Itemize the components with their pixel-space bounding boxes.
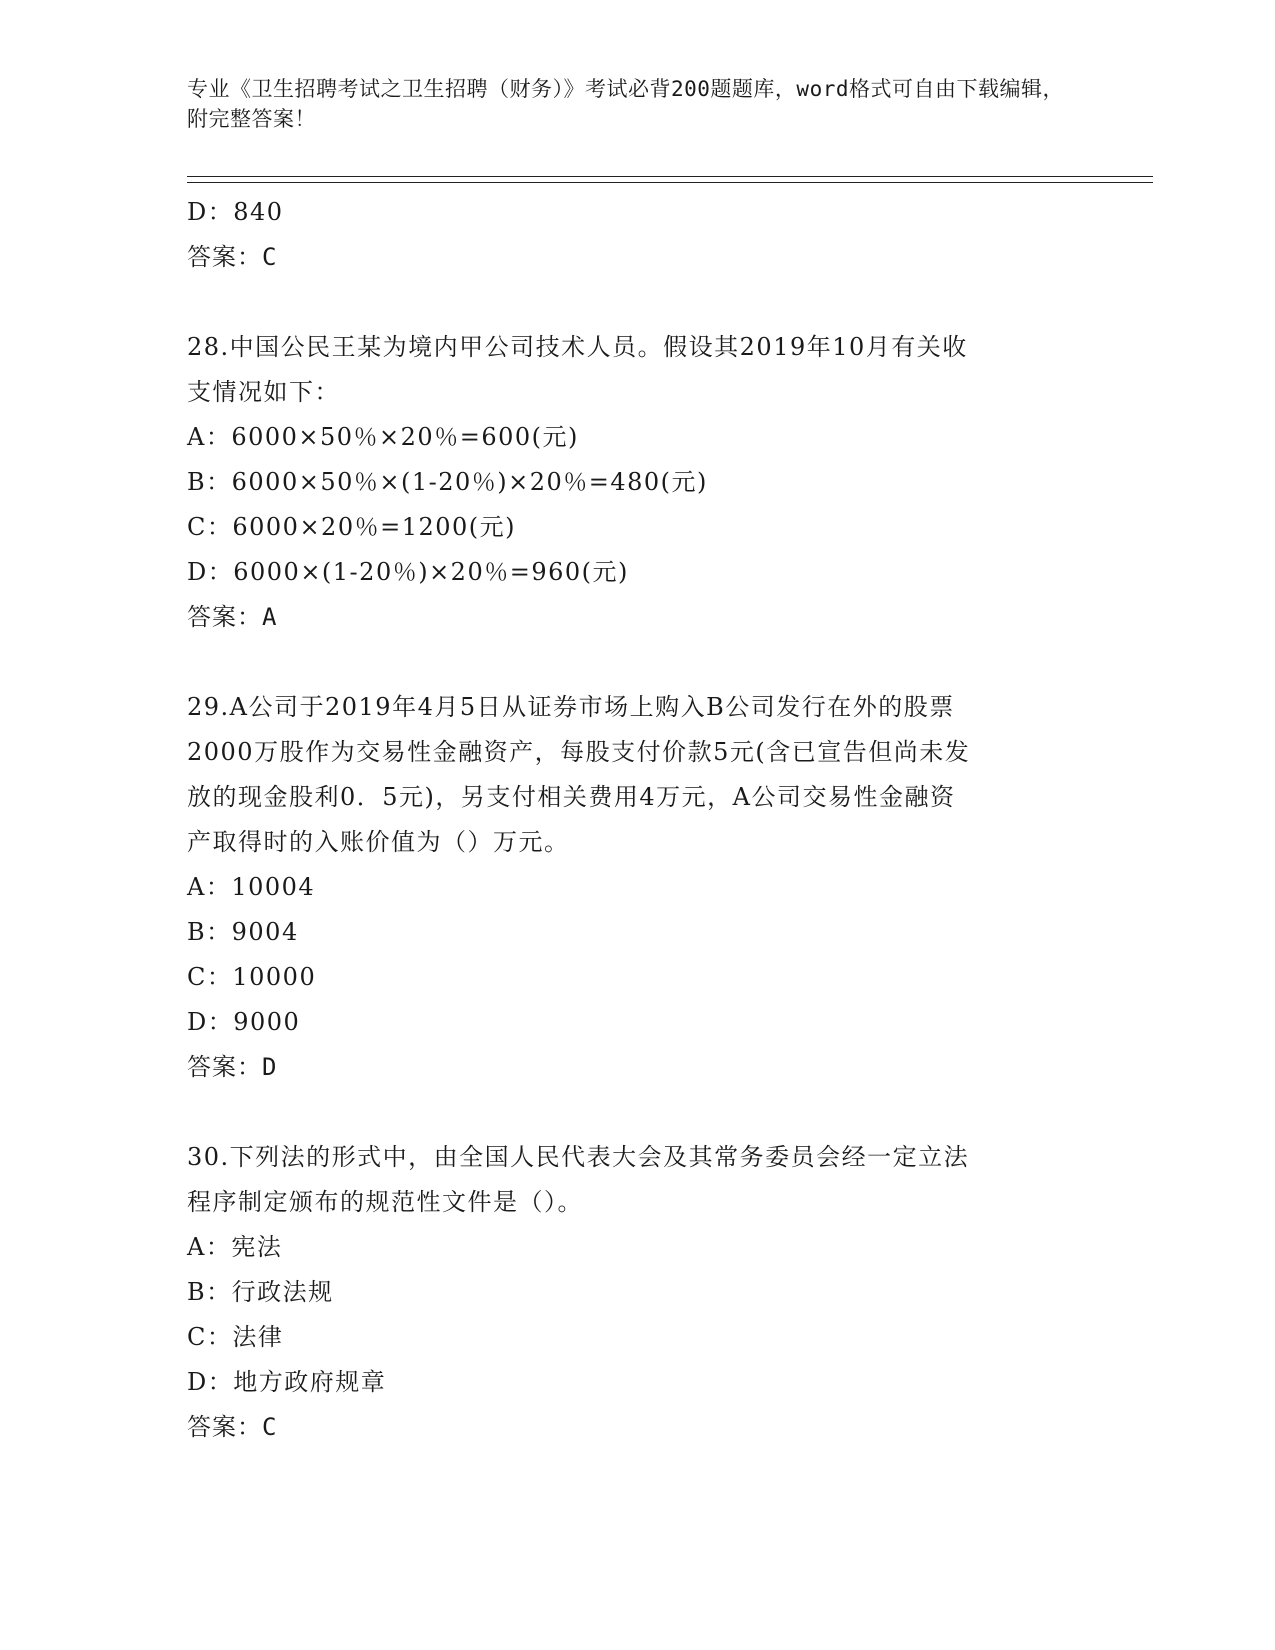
previous-question-tail: [187, 190, 1087, 280]
option-b: B：行政法规: [187, 1278, 334, 1306]
question-list: [187, 190, 1087, 1450]
question-29: [187, 685, 1087, 1090]
question-28: [187, 325, 1087, 640]
option-a: A：10004: [187, 873, 316, 901]
option-a: A：宪法: [187, 1233, 283, 1261]
answer-line: 答案：C: [187, 243, 278, 271]
header-divider-top: [187, 176, 1153, 177]
option-b: B：9004: [187, 918, 299, 946]
question-text-line: 放的现金股利0．5元)，另支付相关费用4万元，A公司交易性金融资: [187, 783, 956, 811]
answer-line: 答案：C: [187, 1413, 278, 1441]
document-header: 专业《卫生招聘考试之卫生招聘（财务）》考试必背200题题库，word格式可自由下载编辑，附完整答案！: [187, 77, 1064, 131]
question-text-line: 29.A公司于2019年4月5日从证券市场上购入B公司发行在外的股票: [187, 693, 955, 721]
question-text-line: 28.中国公民王某为境内甲公司技术人员。假设其2019年10月有关收: [187, 333, 968, 361]
option-b: B：6000×50％×(1-20％)×20％=480(元): [187, 468, 708, 496]
option-c: C：6000×20％=1200(元): [187, 513, 517, 541]
question-text-line: 程序制定颁布的规范性文件是（）。: [187, 1188, 583, 1216]
answer-line: 答案：A: [187, 603, 278, 631]
header-divider-bottom: [187, 182, 1153, 183]
question-text-line: 产取得时的入账价值为（）万元。: [187, 828, 570, 856]
answer-line: 答案：D: [187, 1053, 278, 1081]
option-a: A：6000×50％×20％=600(元): [187, 423, 579, 451]
question-text-line: 支情况如下：: [187, 378, 340, 406]
option-d: D：地方政府规章: [187, 1368, 387, 1396]
option-c: C：10000: [187, 963, 317, 991]
option-d: D：840: [187, 198, 284, 226]
question-30: [187, 1135, 1087, 1450]
question-text-line: 2000万股作为交易性金融资产，每股支付价款5元(含已宣告但尚未发: [187, 738, 971, 766]
question-text-line: 30.下列法的形式中，由全国人民代表大会及其常务委员会经一定立法: [187, 1143, 970, 1171]
option-c: C：法律: [187, 1323, 284, 1351]
option-d: D：9000: [187, 1008, 301, 1036]
option-d: D：6000×(1-20％)×20％=960(元): [187, 558, 629, 586]
